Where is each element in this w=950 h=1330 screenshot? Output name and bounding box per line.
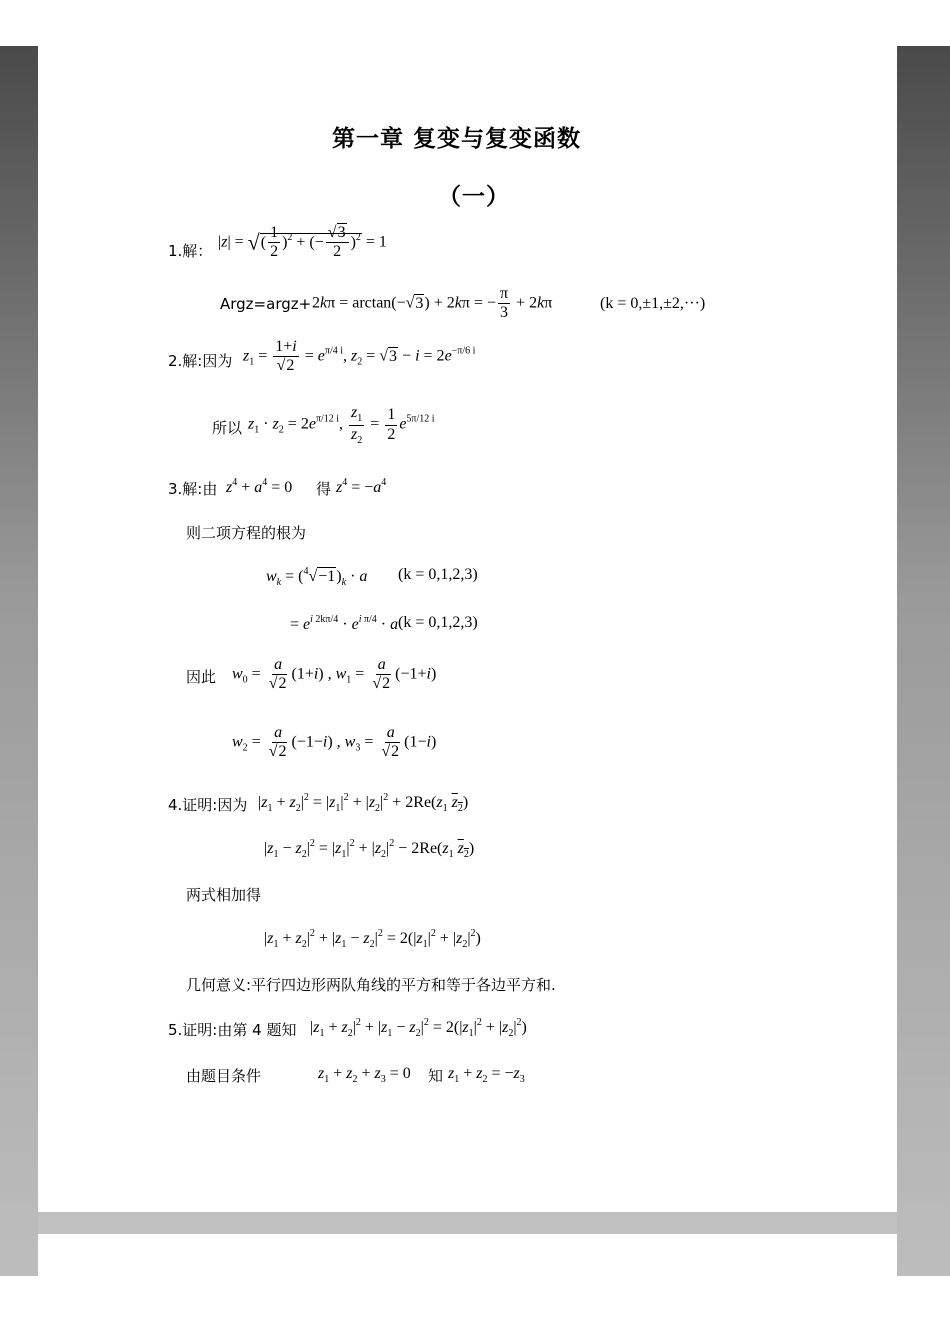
p5-know: 知 [428, 1067, 444, 1085]
p3-therefore: 因此 [186, 668, 217, 686]
next-page-top [38, 1234, 897, 1276]
p1-argz-label: Argz=argz+ [220, 295, 312, 313]
p4-diff-identity: $|z_1 - z_2|^2 = |z_1|^2 + |z_2|^2 - 2Re(z_1$ $z_2$) [264, 838, 475, 860]
p5-condition-label: 由题目条件 [186, 1067, 262, 1085]
right-gradient-band [897, 46, 950, 1276]
p3-wk-exp-formula: = $e^{i 2k\pi/4} \cdot e^{i \pi/4} \cdot a$ [290, 614, 399, 633]
p1-label: 1.解： [168, 242, 213, 260]
p3-equation: $z^4 + a^4 = 0$ [226, 477, 293, 496]
p2-so-label: 所以 [212, 419, 243, 437]
p2-z1-z2-formula: $z_1$ = $\frac{1+i}{√2}$ = $e^{\pi/4 i}$, $z_2 = √3 - i = 2e^{-\pi/6 i}$ [243, 338, 476, 375]
p5-label: 5.证明:由第 4 题知 [168, 1021, 297, 1039]
p3-roots-label: 则二项方程的根为 [186, 524, 307, 542]
p3-de: 得 [316, 480, 332, 498]
p1-argz-formula: 2kπ = arctan(−√3) + 2kπ = − $\frac{\pi}{3}$ + 2kπ [312, 285, 553, 322]
p3-w0-w1: $w_0$ = $\frac{a}{√2}$ (1+i) , $w_1$ = $\frac{a}{√2}$ (−1+i) [232, 656, 437, 693]
p1-modulus-formula: |z| = √( $\frac{1}{2}$ )$^2$ + (− $\frac{√3}{2}$ )$^2$ = 1 [218, 224, 387, 261]
chapter-title: 第一章 复变与复变函数 [332, 126, 582, 152]
p3-k-range-1: (k = 0,1,2,3) [398, 566, 478, 583]
p4-sum-identity: $|z_1 + z_2|^2 = |z_1|^2 + |z_2|^2 + 2Re(z_1$ $z_2$) [258, 792, 469, 814]
p4-sum-result: $|z_1 + z_2|^2 + |z_1 - z_2|^2 = 2(|z_1|^2 + |z_2|^2)$ [264, 928, 481, 950]
page-separator [38, 1212, 897, 1234]
p2-label: 2.解:因为 [168, 352, 233, 370]
p1-k-range: (k = 0,±1,±2,···) [600, 295, 706, 312]
p5-condition-result: $z_1 + z_2 = -z_3$ [448, 1065, 525, 1085]
p3-w2-w3: $w_2$ = $\frac{a}{√2}$ (−1−i) , $w_3$ = $\frac{a}{√2}$ (1−i) [232, 724, 437, 761]
p5-condition-eq: $z_1 + z_2 + z_3 = 0$ [318, 1065, 411, 1085]
p5-identity: $|z_1 + z_2|^2 + |z_1 - z_2|^2 = 2(|z_1|^2 + |z_2|^2)$ [310, 1017, 527, 1039]
p4-add-label: 两式相加得 [186, 886, 262, 904]
p3-wk-formula: $w_k = (^4√-1)_k \cdot a$ [266, 566, 368, 588]
p3-k-range-2: (k = 0,1,2,3) [398, 614, 478, 631]
p4-label: 4.证明:因为 [168, 796, 248, 814]
p3-label: 3.解:由 [168, 480, 218, 498]
p2-product-quotient: $z_1 \cdot z_2 = 2e^{\pi/12 i}$, $\frac{z_1}{z_2}$ = $\frac{1}{2}$ $e^{5\pi/12 i}$ [248, 404, 435, 446]
p3-result: $z^4 = -a^4$ [336, 477, 387, 496]
p4-geometric-meaning: 几何意义:平行四边形两队角线的平方和等于各边平方和. [186, 976, 556, 994]
section-subtitle: （一） [438, 184, 510, 210]
left-gradient-band [0, 46, 38, 1276]
